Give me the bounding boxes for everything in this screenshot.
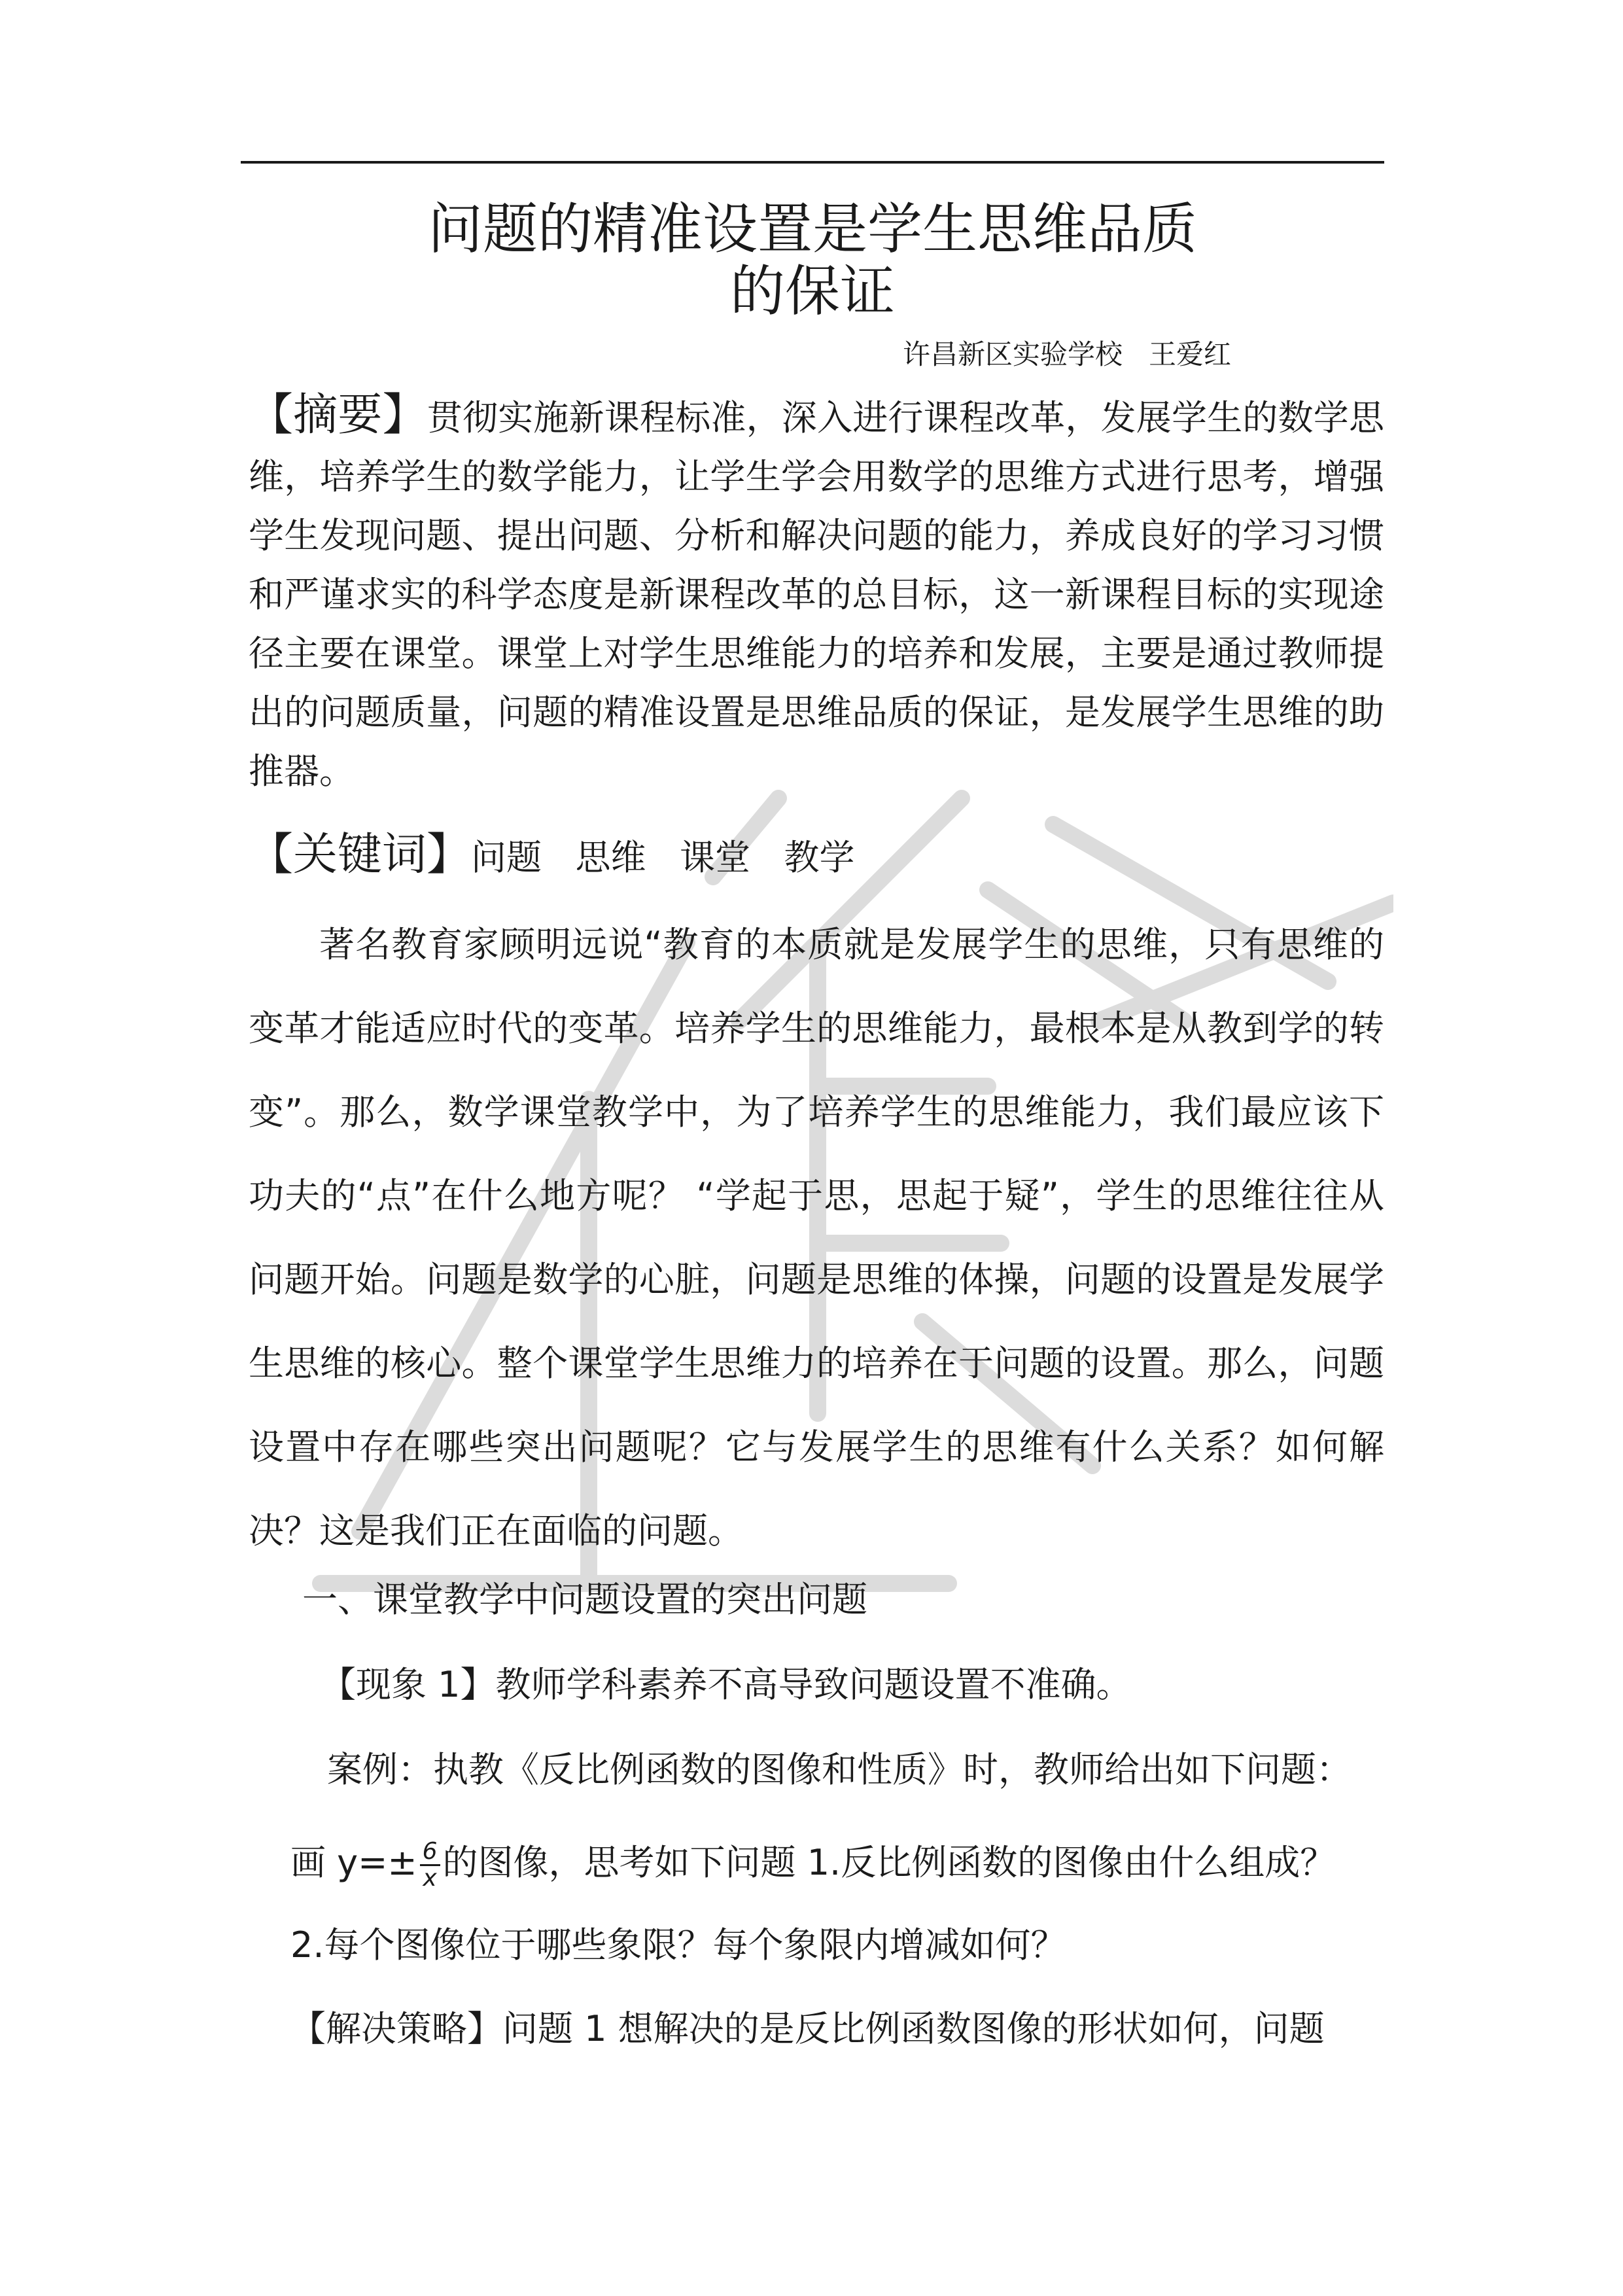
abstract — [249, 386, 1384, 801]
draw-function-line — [290, 1827, 1335, 1899]
section-heading: 一、课堂教学中问题设置的突出问题 — [302, 1579, 867, 1620]
abstract-label: 【摘要】 — [249, 389, 427, 441]
keywords — [249, 826, 1384, 887]
question-2: 2.每个图像位于哪些象限？每个象限内增减如何？ — [290, 1924, 1066, 1966]
header-rule — [241, 161, 1384, 164]
intro-paragraph: 著名教育家顾明远说“教育的本质就是发展学生的思维，只有思维的变革才能适应时代的变革。培养学生的思维能力，最根本是从教到学的转变”。那么，数学课堂教学中，为了培养学生的思维能力，我们最应该下功夫的“点”在什么地方呢？ “学起于思，思起于疑”，学生的思维往往从问题开始。问题是数学的心脏，问题是思维的体操，问题的设置是发展学生思维的核心。整个课堂学生思维力的培养在于问题的设置。那么，问题设置中存在哪些突出问题呢？它与发展学生的思维有什么关系？如何解决？这是我们正在面临的问题。 — [249, 924, 1384, 1551]
document-title-line2: 的保证 — [729, 259, 895, 323]
abstract-text: 贯彻实施新课程标准，深入进行课程改革，发展学生的数学思维，培养学生的数学能力，让学生学会用数学的思维方式进行思考，增强学生发现问题、提出问题、分析和解决问题的能力，养成良好的学习习惯和严谨求实的科学态度是新课程改革的总目标，这一新课程目标的实现途径主要在课堂。课堂上对学生思维能力的培养和发展，主要是通过教师提出的问题质量，问题的精准设置是思维品质的保证，是发展学生思维的助推器。 — [249, 397, 1384, 792]
author-line: 许昌新区实验学校 王爱红 — [903, 338, 1232, 370]
strategy-line: 【解决策略】问题 1 想解决的是反比例函数图像的形状如何，问题 — [290, 2008, 1325, 2049]
keywords-text: 问题 思维 课堂 教学 — [471, 837, 855, 878]
fraction — [420, 1839, 440, 1891]
draw-prefix: 画 y=± — [290, 1842, 417, 1883]
case-line: 案例：执教《反比例函数的图像和性质》时，教师给出如下问题： — [327, 1749, 1352, 1790]
draw-suffix: 的图像，思考如下问题 1.反比例函数的图像由什么组成？ — [442, 1842, 1336, 1883]
phenomenon-1: 【现象 1】教师学科素养不高导致问题设置不准确。 — [321, 1664, 1132, 1705]
keywords-label: 【关键词】 — [249, 829, 472, 881]
fraction-denominator: x — [423, 1864, 437, 1892]
fraction-numerator: 6 — [420, 1839, 440, 1866]
document-title-line1: 问题的精准设置是学生思维品质 — [427, 197, 1197, 261]
